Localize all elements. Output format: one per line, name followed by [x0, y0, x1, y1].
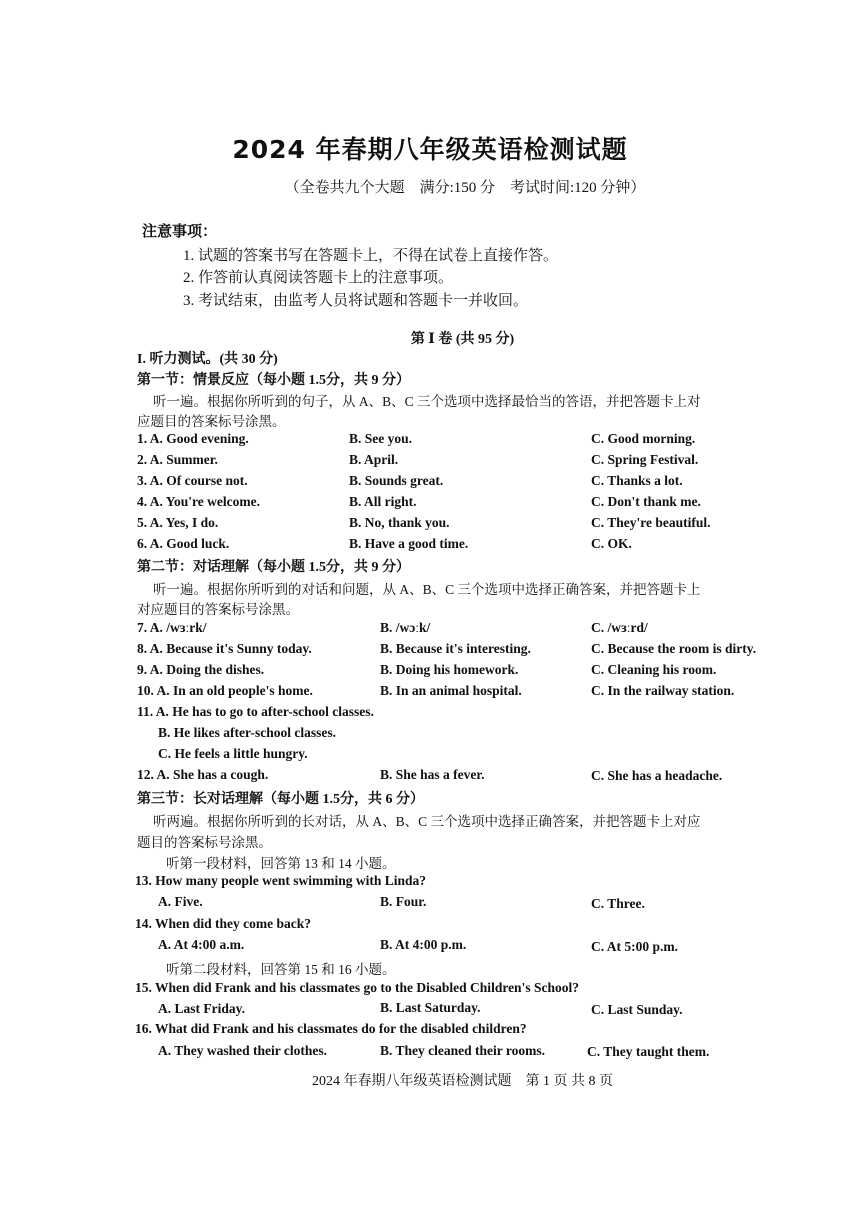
q13-option-b: B. Four.: [380, 894, 427, 909]
q7-option-b: B. /wɔːk/: [380, 620, 431, 635]
q15-option-b: B. Last Saturday.: [380, 1000, 481, 1015]
q13-option-a: A. Five.: [158, 894, 203, 909]
q3-option-a: 3. A. Of course not.: [137, 473, 248, 488]
q1-option-a: 1. A. Good evening.: [137, 431, 249, 446]
q8-option-a: 8. A. Because it's Sunny today.: [137, 641, 312, 656]
material2-note: 听第二段材料，回答第 15 和 16 小题。: [166, 962, 396, 977]
q16-option-a: A. They washed their clothes.: [158, 1043, 328, 1058]
q11-option-b: B. He likes after-school classes.: [158, 725, 336, 740]
section1-heading: 第一节：情景反应（每小题 1.5分，共 9 分）: [137, 373, 410, 388]
material1-note: 听第一段材料，回答第 13 和 14 小题。: [166, 856, 396, 871]
notice-item: 3. 考试结束，由监考人员将试题和答题卡一并收回。: [183, 293, 529, 309]
q16-option-b: B. They cleaned their rooms.: [380, 1043, 545, 1058]
q9-option-b: B. Doing his homework.: [380, 662, 519, 677]
q5-option-c: C. They're beautiful.: [591, 515, 711, 530]
q6-option-b: B. Have a good time.: [349, 536, 469, 551]
q8-option-c: C. Because the room is dirty.: [591, 641, 757, 656]
page-footer: 2024 年春期八年级英语检测试题 第 1 页 共 8 页: [312, 1074, 613, 1089]
q7-option-a: 7. A. /wɜːrk/: [137, 620, 207, 635]
q14-option-b: B. At 4:00 p.m.: [380, 937, 467, 952]
notice-item: 2. 作答前认真阅读答题卡上的注意事项。: [183, 270, 454, 286]
exam-subtitle: （全卷共九个大题 满分:150 分 考试时间:120 分钟）: [284, 180, 646, 196]
q5-option-b: B. No, thank you.: [349, 515, 450, 530]
q2-option-a: 2. A. Summer.: [137, 452, 218, 467]
q12-option-a: 12. A. She has a cough.: [137, 767, 269, 782]
q7-option-c: C. /wɜːrd/: [591, 620, 648, 635]
q1-option-c: C. Good morning.: [591, 431, 696, 446]
section1-instruction: 听一遍。根据你所听到的句子，从 A、B、C 三个选项中选择最恰当的答语，并把答题卡上对: [153, 394, 701, 409]
volume-heading: 第 Ⅰ 卷 (共 95 分): [410, 332, 515, 347]
q12-option-c: C. She has a headache.: [591, 768, 723, 783]
q13-stem: 13. How many people went swimming with Linda?: [135, 873, 427, 888]
q9-option-a: 9. A. Doing the dishes.: [137, 662, 265, 677]
q4-option-b: B. All right.: [349, 494, 417, 509]
q6-option-c: C. OK.: [591, 536, 632, 551]
q14-option-a: A. At 4:00 a.m.: [158, 937, 245, 952]
q1-option-b: B. See you.: [349, 431, 413, 446]
q2-option-b: B. April.: [349, 452, 399, 467]
q11-option-a: 11. A. He has to go to after-school classes.: [137, 704, 374, 719]
q3-option-c: C. Thanks a lot.: [591, 473, 683, 488]
q3-option-b: B. Sounds great.: [349, 473, 444, 488]
section2-instruction: 对应题目的答案标号涂黑。: [137, 602, 299, 617]
q10-option-b: B. In an animal hospital.: [380, 683, 522, 698]
section3-heading: 第三节：长对话理解（每小题 1.5分，共 6 分）: [137, 792, 424, 807]
q10-option-a: 10. A. In an old people's home.: [137, 683, 313, 698]
q14-stem: 14. When did they come back?: [135, 916, 312, 931]
notice-heading: 注意事项：: [142, 224, 218, 240]
q2-option-c: C. Spring Festival.: [591, 452, 699, 467]
q4-option-c: C. Don't thank me.: [591, 494, 701, 509]
section2-instruction: 听一遍。根据你所听到的对话和问题，从 A、B、C 三个选项中选择正确答案，并把答题卡上: [153, 582, 701, 597]
q6-option-a: 6. A. Good luck.: [137, 536, 230, 551]
section3-instruction: 听两遍。根据你所听到的长对话，从 A、B、C 三个选项中选择正确答案，并把答题卡上对应: [153, 814, 701, 829]
q5-option-a: 5. A. Yes, I do.: [137, 515, 219, 530]
notice-item: 1. 试题的答案书写在答题卡上，不得在试卷上直接作答。: [183, 248, 559, 264]
exam-title: 2024 年春期八年级英语检测试题: [232, 135, 628, 164]
q16-option-c: C. They taught them.: [587, 1044, 710, 1059]
section1-instruction: 应题目的答案标号涂黑。: [137, 414, 286, 429]
q4-option-a: 4. A. You're welcome.: [137, 494, 260, 509]
part1-heading: I. 听力测试。(共 30 分): [137, 352, 278, 367]
section2-heading: 第二节：对话理解（每小题 1.5分，共 9 分）: [137, 560, 410, 575]
q11-option-c: C. He feels a little hungry.: [158, 746, 308, 761]
q10-option-c: C. In the railway station.: [591, 683, 735, 698]
q16-stem: 16. What did Frank and his classmates do for the disabled children?: [135, 1021, 527, 1036]
q8-option-b: B. Because it's interesting.: [380, 641, 531, 656]
q15-option-a: A. Last Friday.: [158, 1001, 246, 1016]
q9-option-c: C. Cleaning his room.: [591, 662, 717, 677]
q13-option-c: C. Three.: [591, 896, 645, 911]
q12-option-b: B. She has a fever.: [380, 767, 485, 782]
section3-instruction: 题目的答案标号涂黑。: [137, 835, 272, 850]
q15-option-c: C. Last Sunday.: [591, 1002, 683, 1017]
q15-stem: 15. When did Frank and his classmates go to the Disabled Children's School?: [135, 980, 579, 995]
q14-option-c: C. At 5:00 p.m.: [591, 939, 678, 954]
